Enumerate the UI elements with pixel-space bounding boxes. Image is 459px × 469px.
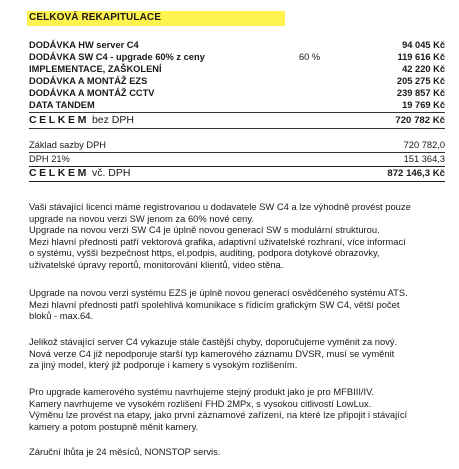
item-amount: 19 769 Kč: [402, 100, 445, 110]
separator-line: [29, 112, 445, 113]
paragraph-server: [29, 336, 449, 371]
page-title: CELKOVÁ REKAPITULACE: [29, 12, 162, 23]
paragraph-line: Nová verze C4 již nepodporuje starší typ kamerového záznamu DVSR, musí se vyměnit: [29, 347, 395, 359]
paragraph-line: bloků - max.64.: [29, 310, 94, 322]
vat-base-label: Základ sazby DPH: [29, 140, 106, 150]
paragraph-line: upgrade na novou verzi SW jenom za 60% nové ceny.: [29, 212, 254, 224]
total-incl-label: CELKEM: [29, 167, 89, 179]
item-row: [29, 52, 445, 63]
paragraph-line: Pro upgrade kamerového systému navrhujeme stejný produkt jako je pro MFBIII/IV.: [29, 386, 375, 397]
paragraph-line: Upgrade na novou verzi systému EZS je úplně novou generací osvědčeného systému ATS.: [29, 287, 408, 298]
item-label: DODÁVKA A MONTÁŽ EZS: [29, 76, 148, 86]
paragraph-line: Kamery navrhujeme ve vysokém rozlišení FHD 2MPx, s vysokou citlivostí LowLux.: [29, 397, 372, 409]
total-excl-amount: 720 782 Kč: [395, 115, 445, 126]
paragraph-line: uživatelské úpravy reportů, monitorování klientů, video stěna.: [29, 258, 284, 270]
total-incl-sublabel: vč. DPH: [91, 167, 131, 179]
total-incl-row: [29, 167, 445, 180]
vat-row: [29, 154, 445, 165]
paragraph-line: Upgrade na novou verzi SW C4 je úplně novou generací SW s modulární strukturou.: [29, 224, 380, 236]
item-amount: 205 275 Kč: [396, 76, 445, 86]
paragraph-ezs-upgrade: [29, 287, 449, 322]
paragraph-line: o systému, vyšší bezpečnost https, el.podpis, auditing, podpora dotykové obrazovky,: [29, 247, 380, 259]
paragraph-line: Jelikož stávající server C4 vykazuje stále častější chyby, doporučujeme vyměnit za nový.: [29, 336, 398, 347]
item-label: DATA TANDEM: [29, 100, 95, 110]
paragraph-line: Výměnu lze provést na etapy, jako první záznamové zařízení, na které lze připojit i stávající: [29, 409, 408, 421]
paragraph-warranty: [29, 446, 449, 458]
item-label: DODÁVKA HW server C4: [29, 40, 139, 50]
paragraph-sw-upgrade: [29, 201, 449, 271]
item-amount: 119 616 Kč: [397, 52, 445, 62]
paragraph-cameras: [29, 386, 449, 432]
item-row: [29, 40, 445, 51]
vat-base-row: [29, 140, 445, 151]
item-amount: 94 045 Kč: [402, 40, 445, 50]
separator-line: [29, 128, 445, 129]
separator-line: [29, 152, 445, 153]
item-label: DODÁVKA SW C4 - upgrade 60% z ceny: [29, 52, 205, 62]
vat-label: DPH 21%: [29, 154, 70, 164]
total-excl-row: [29, 114, 445, 127]
item-row: [29, 76, 445, 87]
total-incl-amount: 872 146,3 Kč: [387, 168, 445, 179]
paragraph-line: Mezi hlavní přednosti patří vektorová grafika, adaptivní uživatelské rozhraní, více informací: [29, 235, 406, 247]
paragraph-line: Vaši stávající licenci máme registrovanou u dodavatele SW C4 a lze výhodně provést pouze: [29, 201, 411, 212]
item-row: [29, 88, 445, 99]
item-amount: 239 857 Kč: [396, 88, 445, 98]
paragraph-line: Mezi hlavní přednosti patří spolehlivá komunikace s řídicím grafickým SW C4, větší počet: [29, 298, 400, 310]
total-excl-label: CELKEM: [29, 114, 89, 126]
vat-amount: 151 364,3: [403, 154, 445, 164]
paragraph-line: kamery a potom postupně měnit kamery.: [29, 420, 199, 432]
item-row: [29, 64, 445, 75]
item-label: IMPLEMENTACE, ZAŠKOLENÍ: [29, 64, 162, 74]
separator-line: [29, 181, 445, 182]
total-excl-sublabel: bez DPH: [91, 114, 134, 126]
item-row: [29, 100, 445, 111]
vat-base-amount: 720 782,0: [403, 140, 445, 150]
item-amount: 42 220 Kč: [402, 64, 445, 74]
item-percent: 60 %: [299, 52, 321, 62]
paragraph-line: za jiný model, který již podporuje i kamery s vysokým rozlišením.: [29, 359, 298, 371]
item-label: DODÁVKA A MONTÁŽ CCTV: [29, 88, 155, 98]
paragraph-line: Záruční lhůta je 24 měsíců, NONSTOP servis.: [29, 446, 221, 457]
